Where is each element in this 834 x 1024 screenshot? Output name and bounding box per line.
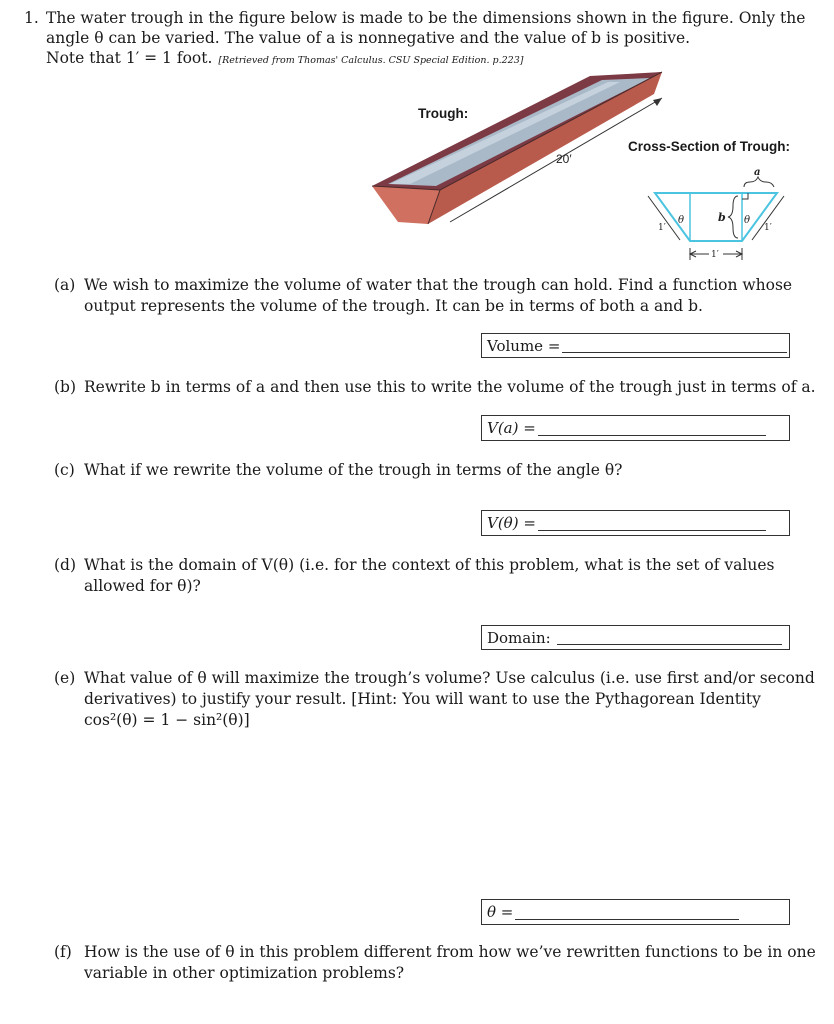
part-b bbox=[54, 377, 814, 399]
a-label: a bbox=[754, 167, 761, 178]
part-c-label: (c) bbox=[54, 461, 75, 479]
part-a bbox=[54, 275, 814, 319]
domain-answer-line[interactable] bbox=[557, 630, 782, 645]
volume-answer-line[interactable] bbox=[562, 338, 787, 353]
volume-answer-prefix: Volume = bbox=[487, 336, 561, 355]
part-e-line-2: derivatives) to justify your result. [Hint: You will want to use the Pythagorean Identity bbox=[84, 690, 761, 708]
volume-answer-box[interactable] bbox=[481, 333, 790, 358]
domain-answer-prefix: Domain: bbox=[487, 628, 551, 647]
part-d bbox=[54, 555, 814, 599]
trough-label: Trough: bbox=[418, 106, 469, 121]
theta-answer-box[interactable] bbox=[481, 899, 790, 925]
theta-right-label: θ bbox=[744, 215, 751, 226]
cross-section-diagram bbox=[640, 160, 790, 264]
part-d-line-2: allowed for θ)? bbox=[84, 577, 201, 595]
part-d-line-1: What is the domain of V(θ) (i.e. for the context of this problem, what is the set of values bbox=[84, 556, 775, 574]
vtheta-answer-box[interactable] bbox=[481, 510, 790, 536]
citation: [Retrieved from Thomas' Calculus. CSU Special Edition. p.223] bbox=[218, 55, 524, 66]
domain-answer-box[interactable] bbox=[481, 625, 790, 650]
part-e bbox=[54, 668, 814, 734]
part-b-label: (b) bbox=[54, 378, 77, 396]
problem-number: 1. bbox=[24, 9, 39, 27]
theta-answer-prefix: θ = bbox=[487, 903, 514, 921]
part-c-line-1: What if we rewrite the volume of the trough in terms of the angle θ? bbox=[84, 461, 623, 479]
part-e-line-3: cos²(θ) = 1 − sin²(θ)] bbox=[84, 711, 250, 729]
part-c bbox=[54, 460, 814, 482]
b-label: b bbox=[718, 211, 726, 224]
vtheta-answer-prefix: V(θ) = bbox=[487, 514, 536, 532]
intro-line-3: Note that 1′ = 1 foot. bbox=[46, 49, 213, 67]
cross-section-shape bbox=[655, 193, 777, 241]
part-b-line-1: Rewrite b in terms of a and then use this to write the volume of the trough just in terms of a. bbox=[84, 378, 816, 396]
part-f-line-1: How is the use of θ in this problem different from how we’ve rewritten functions to be in one bbox=[84, 943, 816, 961]
intro-line-1: The water trough in the figure below is made to be the dimensions shown in the figure. Only the bbox=[46, 9, 806, 27]
part-f bbox=[54, 942, 814, 986]
theta-left-label: θ bbox=[678, 215, 685, 226]
vtheta-answer-line[interactable] bbox=[538, 516, 766, 531]
length-label: 20′ bbox=[556, 152, 572, 166]
part-e-label: (e) bbox=[54, 669, 76, 687]
cross-section-label: Cross-Section of Trough: bbox=[628, 139, 790, 154]
part-f-line-2: variable in other optimization problems? bbox=[84, 964, 405, 982]
part-e-line-1: What value of θ will maximize the trough’s volume? Use calculus (i.e. use first and/or second bbox=[84, 669, 815, 687]
va-answer-box[interactable] bbox=[481, 415, 790, 441]
theta-answer-line[interactable] bbox=[515, 905, 739, 920]
side-label-left: 1′ bbox=[658, 223, 666, 233]
part-d-label: (d) bbox=[54, 556, 77, 574]
side-label-right: 1′ bbox=[764, 223, 772, 233]
bottom-label: 1′ bbox=[711, 250, 719, 260]
part-f-label: (f) bbox=[54, 943, 72, 961]
intro-line-2: angle θ can be varied. The value of a is nonnegative and the value of b is positive. bbox=[46, 29, 691, 47]
trough-illustration bbox=[370, 68, 670, 230]
part-a-label: (a) bbox=[54, 276, 76, 294]
va-answer-line[interactable] bbox=[538, 421, 766, 436]
part-a-line-2: output represents the volume of the trough. It can be in terms of both a and b. bbox=[84, 297, 703, 315]
part-a-line-1: We wish to maximize the volume of water that the trough can hold. Find a function whose bbox=[84, 276, 793, 294]
va-answer-prefix: V(a) = bbox=[487, 419, 536, 437]
